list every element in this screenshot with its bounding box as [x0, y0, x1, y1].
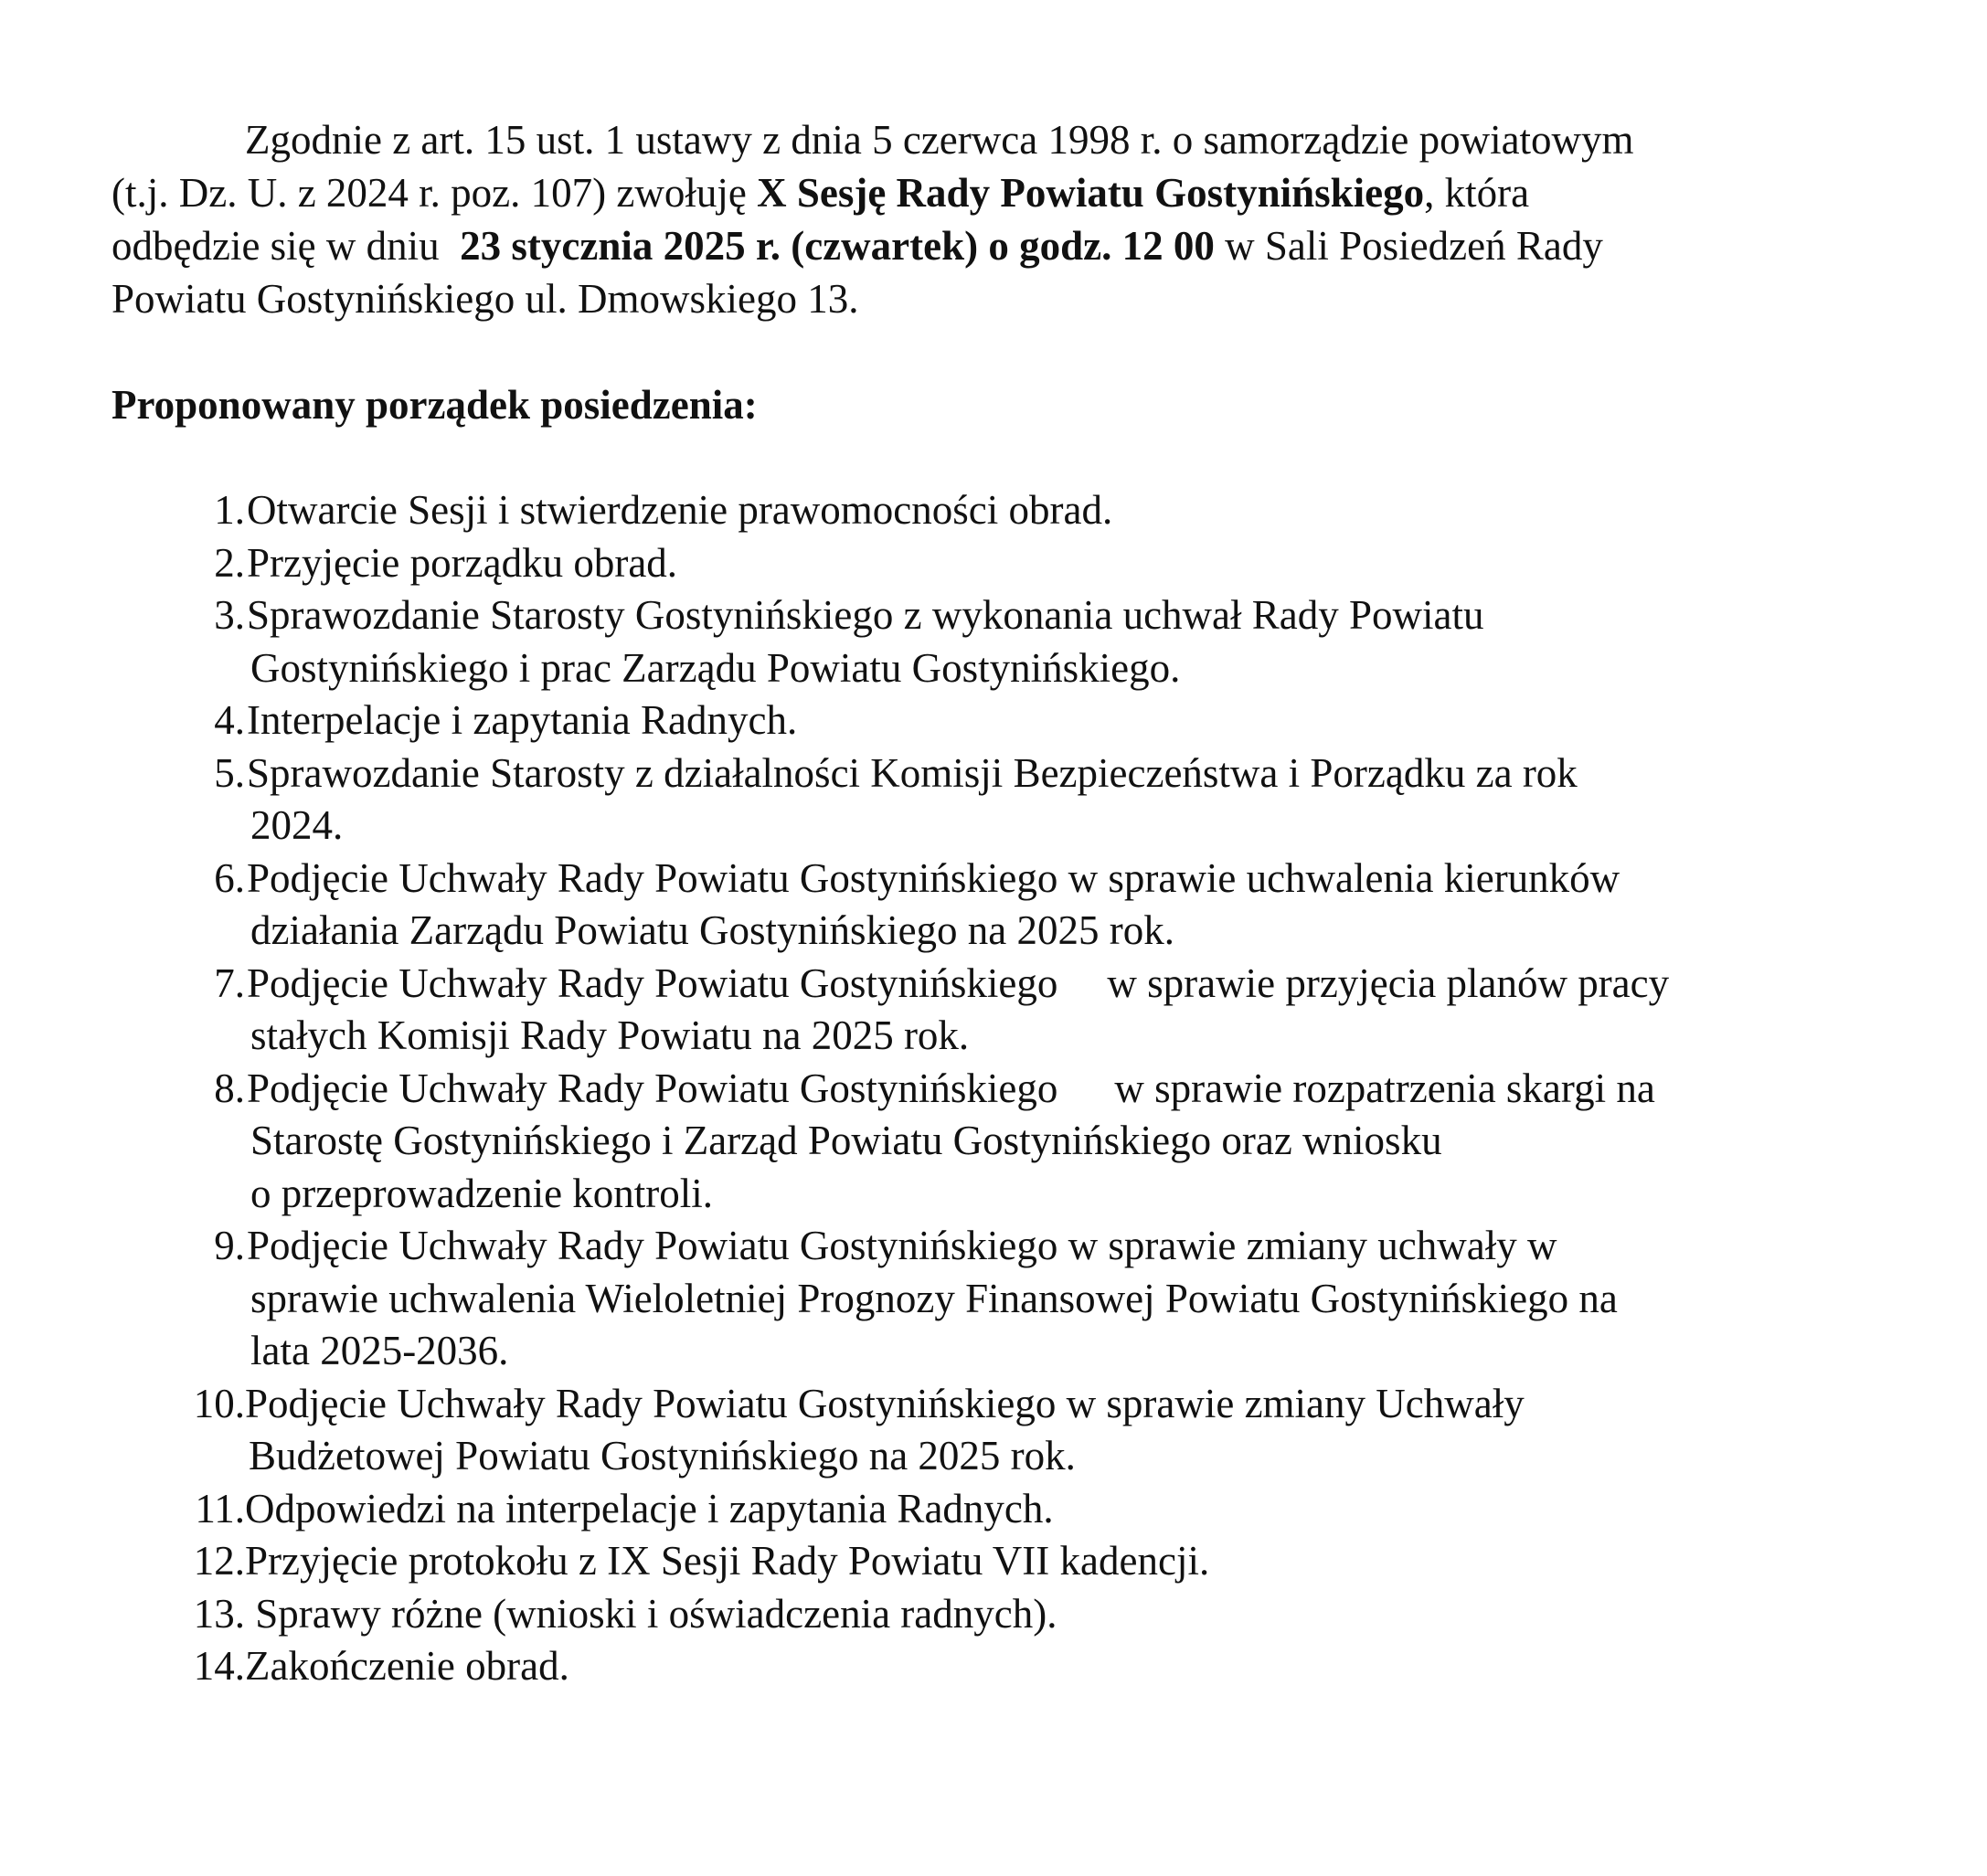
agenda-item-number: 7.	[214, 959, 245, 1006]
agenda-item-text	[245, 1535, 1894, 1588]
agenda-item-line: Budżetowej Powiatu Gostynińskiego na 2025 rok.	[249, 1433, 1076, 1479]
agenda-item-number: 6.	[214, 854, 245, 901]
agenda-item-2	[112, 537, 1894, 590]
agenda-item-number: 10.	[193, 1380, 245, 1426]
agenda-item-text	[247, 1220, 1894, 1378]
intro-line-3-tail: w Sali Posiedzeń Rady	[1214, 223, 1603, 269]
agenda-item-1	[112, 484, 1894, 537]
agenda-item-text	[247, 589, 1894, 694]
agenda-item-line: stałych Komisji Rady Powiatu na 2025 rok.	[250, 1012, 970, 1058]
agenda-item-text	[247, 694, 1894, 747]
agenda-item-line: 2024.	[250, 802, 344, 848]
agenda-item-number: 14.	[193, 1643, 245, 1689]
agenda-item-14	[112, 1640, 1894, 1693]
intro-line-4: Powiatu Gostynińskiego ul. Dmowskiego 13.	[112, 276, 859, 322]
agenda-item-4	[112, 694, 1894, 747]
agenda-item-11	[112, 1483, 1894, 1536]
agenda-item-8	[112, 1063, 1894, 1221]
agenda-item-line	[247, 1063, 1894, 1116]
agenda-item-line: Przyjęcie protokołu z IX Sesji Rady Powiatu VII kadencji.	[245, 1538, 1210, 1584]
agenda-item-text	[247, 484, 1894, 537]
agenda-item-number: 13.	[193, 1590, 245, 1637]
session-date: 23 stycznia 2025 r. (czwartek) o godz. 12 00	[460, 223, 1215, 269]
agenda-item-number: 3.	[214, 592, 245, 638]
agenda-item-text	[247, 537, 1894, 590]
agenda-item-line: Sprawy różne (wnioski i oświadczenia radnych).	[245, 1590, 1057, 1637]
agenda-item-line	[247, 958, 1894, 1011]
agenda-item-text	[247, 853, 1894, 958]
agenda-item-text	[247, 747, 1894, 853]
agenda-item-6	[112, 853, 1894, 958]
agenda-item-line: Zakończenie obrad.	[245, 1643, 569, 1689]
agenda-item-text	[245, 1588, 1894, 1641]
agenda-item-line: Przyjęcie porządku obrad.	[247, 539, 678, 586]
agenda-item-line-part: w sprawie przyjęcia planów pracy	[1107, 959, 1670, 1006]
intro-line-2-tail: , która	[1424, 170, 1530, 216]
agenda-item-line: lata 2025-2036.	[250, 1328, 509, 1373]
agenda-item-line: Sprawozdanie Starosty Gostynińskiego z wykonania uchwał Rady Powiatu	[247, 592, 1484, 638]
agenda-item-5	[112, 747, 1894, 853]
session-name: X Sesję Rady Powiatu Gostynińskiego	[757, 170, 1425, 216]
intro-line-2	[112, 166, 1894, 219]
agenda-item-line: sprawie uchwalenia Wieloletniej Prognozy Finansowej Powiatu Gostynińskiego na	[250, 1275, 1618, 1321]
agenda-item-number: 8.	[214, 1065, 245, 1111]
intro-line-3	[112, 219, 1894, 272]
agenda-item-13	[112, 1588, 1894, 1641]
agenda-item-number: 5.	[214, 749, 245, 796]
agenda-item-3	[112, 589, 1894, 694]
agenda-item-line: Interpelacje i zapytania Radnych.	[247, 697, 798, 743]
agenda-item-number: 9.	[214, 1223, 245, 1268]
intro-line-3-text: odbędzie się w dniu	[112, 223, 461, 269]
agenda-item-number: 11.	[195, 1485, 245, 1532]
agenda-item-line: Otwarcie Sesji i stwierdzenie prawomocności obrad.	[247, 487, 1113, 533]
agenda-item-number: 1.	[214, 487, 245, 533]
intro-paragraph	[112, 113, 1894, 325]
agenda-item-12	[112, 1535, 1894, 1588]
agenda-item-line-part: Podjęcie Uchwały Rady Powiatu Gostynińskiego	[247, 1065, 1058, 1111]
agenda-item-number: 4.	[214, 697, 245, 743]
agenda-item-line-part: w sprawie rozpatrzenia skargi na	[1114, 1065, 1655, 1111]
agenda-item-line: Podjęcie Uchwały Rady Powiatu Gostynińskiego w sprawie zmiany uchwały w	[247, 1223, 1557, 1268]
agenda-item-9	[112, 1220, 1894, 1378]
intro-line-1: Zgodnie z art. 15 ust. 1 ustawy z dnia 5 czerwca 1998 r. o samorządzie powiatowym	[245, 117, 1634, 163]
agenda-item-line: Starostę Gostynińskiego i Zarząd Powiatu Gostynińskiego oraz wniosku	[250, 1118, 1442, 1163]
agenda-item-7	[112, 958, 1894, 1063]
agenda-item-text	[245, 1378, 1894, 1483]
agenda-item-line: Podjęcie Uchwały Rady Powiatu Gostynińskiego w sprawie zmiany Uchwały	[245, 1380, 1525, 1426]
agenda-item-line: o przeprowadzenie kontroli.	[250, 1170, 714, 1216]
agenda-item-line: Gostynińskiego i prac Zarządu Powiatu Gostynińskiego.	[250, 644, 1181, 691]
agenda-item-number: 2.	[214, 539, 245, 586]
agenda-item-text	[245, 1483, 1894, 1536]
agenda-item-text	[247, 958, 1894, 1063]
agenda-item-10	[112, 1378, 1894, 1483]
agenda-heading: Proponowany porządek posiedzenia:	[112, 382, 758, 428]
agenda-list	[112, 484, 1894, 1693]
agenda-item-text	[245, 1640, 1894, 1693]
agenda-item-line: Sprawozdanie Starosty z działalności Komisji Bezpieczeństwa i Porządku za rok	[247, 749, 1578, 796]
agenda-item-line-part: Podjęcie Uchwały Rady Powiatu Gostynińskiego	[247, 959, 1058, 1006]
agenda-item-number: 12.	[193, 1538, 245, 1584]
agenda-item-text	[247, 1063, 1894, 1221]
agenda-item-line: Odpowiedzi na interpelacje i zapytania Radnych.	[245, 1485, 1054, 1532]
intro-line-2-text: (t.j. Dz. U. z 2024 r. poz. 107) zwołuję	[112, 170, 758, 216]
agenda-item-line: działania Zarządu Powiatu Gostynińskiego na 2025 rok.	[250, 907, 1175, 953]
agenda-item-line: Podjęcie Uchwały Rady Powiatu Gostynińskiego w sprawie uchwalenia kierunków	[247, 854, 1620, 901]
